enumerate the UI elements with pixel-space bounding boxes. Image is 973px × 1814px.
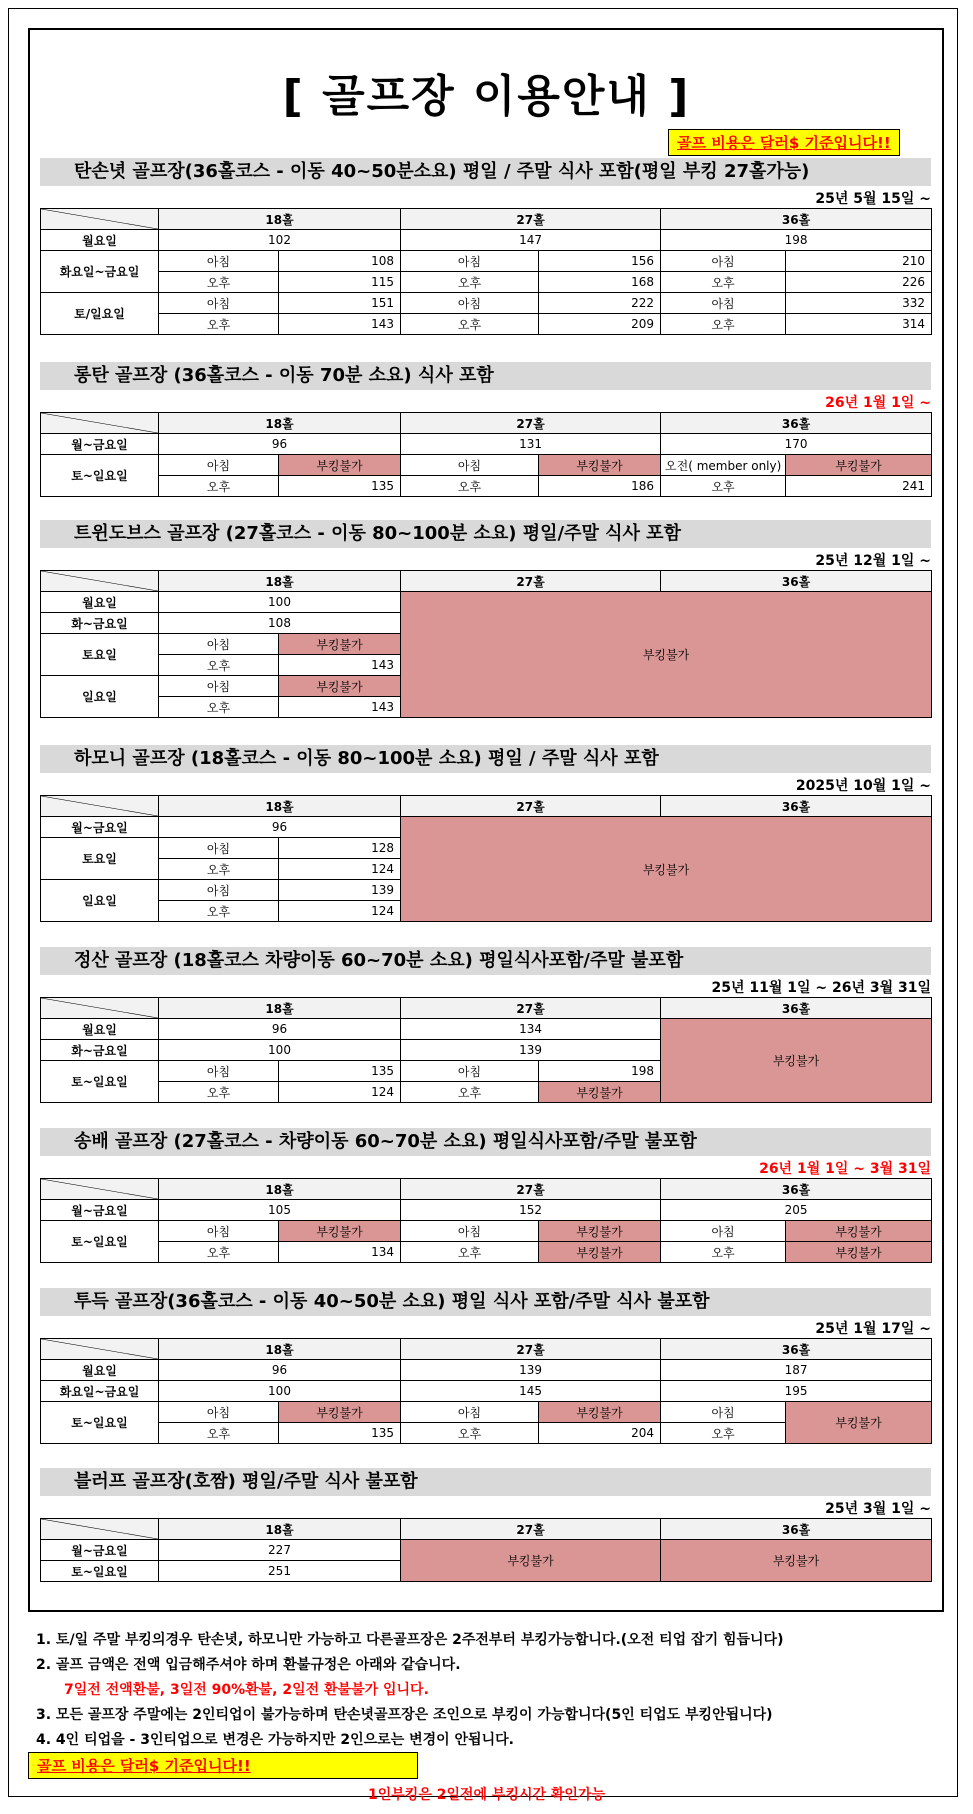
row-label: 월요일 bbox=[41, 230, 159, 251]
diagonal-header-cell bbox=[41, 413, 159, 434]
price-cell: 134 bbox=[401, 1019, 661, 1040]
price-cell: 251 bbox=[159, 1561, 401, 1582]
price-table-thuduc bbox=[40, 1338, 932, 1444]
header-27-holes: 27홀 bbox=[401, 1339, 661, 1360]
price-cell: 124 bbox=[279, 859, 401, 880]
price-cell: 134 bbox=[279, 1242, 401, 1263]
price-cell: 143 bbox=[279, 655, 401, 676]
time-label: 오후 bbox=[661, 1242, 786, 1263]
price-cell: 139 bbox=[401, 1040, 661, 1061]
section-date-thuduc: 25년 1월 17일 ~ bbox=[815, 1321, 931, 1337]
price-cell: 143 bbox=[279, 314, 401, 335]
section-title-jeongsan: 정산 골프장 (18홀코스 차량이동 60~70분 소요) 평일식사포함/주말 불포함 bbox=[40, 947, 931, 975]
row-label: 월요일 bbox=[41, 1360, 159, 1381]
time-label: 오후 bbox=[661, 272, 786, 293]
row-label: 토~일요일 bbox=[41, 1402, 159, 1444]
header-36-holes: 36홀 bbox=[661, 998, 932, 1019]
price-cell: 186 bbox=[539, 476, 661, 497]
time-label: 오후 bbox=[159, 901, 279, 922]
row-label: 화~금요일 bbox=[41, 613, 159, 634]
price-cell: 135 bbox=[279, 476, 401, 497]
row-label: 월요일 bbox=[41, 592, 159, 613]
time-label: 오후 bbox=[159, 314, 279, 335]
time-label: 오후 bbox=[159, 1242, 279, 1263]
row-label: 토/일요일 bbox=[41, 293, 159, 335]
row-label: 토~일요일 bbox=[41, 1061, 159, 1103]
header-18-holes: 18홀 bbox=[159, 1339, 401, 1360]
header-36-holes: 36홀 bbox=[661, 571, 932, 592]
time-label: 오후 bbox=[401, 314, 539, 335]
diagonal-header-cell bbox=[41, 571, 159, 592]
price-cell: 96 bbox=[159, 1360, 401, 1381]
price-cell: 124 bbox=[279, 1082, 401, 1103]
no-booking-cell: 부킹불가 bbox=[401, 1540, 661, 1582]
price-cell: 156 bbox=[539, 251, 661, 272]
no-booking-cell: 부킹불가 bbox=[539, 455, 661, 476]
price-cell: 96 bbox=[159, 1019, 401, 1040]
price-cell: 204 bbox=[539, 1423, 661, 1444]
row-label: 월요일 bbox=[41, 1019, 159, 1040]
section-title-harmony: 하모니 골프장 (18홀코스 - 이동 80~100분 소요) 평일 / 주말 식사 포함 bbox=[40, 745, 931, 773]
section-date-songbe: 26년 1월 1일 ~ 3월 31일 bbox=[759, 1161, 931, 1177]
time-label: 아침 bbox=[159, 880, 279, 901]
section-title-longthanh: 롱탄 골프장 (36홀코스 - 이동 70분 소요) 식사 포함 bbox=[40, 362, 931, 390]
time-label: 오전( member only) bbox=[661, 455, 786, 476]
price-cell: 187 bbox=[661, 1360, 932, 1381]
price-table-songbe bbox=[40, 1178, 932, 1263]
header-36-holes: 36홀 bbox=[661, 1519, 932, 1540]
time-label: 오후 bbox=[401, 1082, 539, 1103]
no-booking-cell: 부킹불가 bbox=[279, 676, 401, 697]
header-36-holes: 36홀 bbox=[661, 209, 932, 230]
price-cell: 128 bbox=[279, 838, 401, 859]
section-date-tansonnhat: 25년 5월 15일 ~ bbox=[815, 191, 931, 207]
section-title-twindoves: 트윈도브스 골프장 (27홀코스 - 이동 80~100분 소요) 평일/주말 식사 포함 bbox=[40, 520, 931, 548]
price-cell: 241 bbox=[786, 476, 932, 497]
section-title-bluff: 블러프 골프장(호짬) 평일/주말 식사 불포함 bbox=[40, 1468, 931, 1496]
time-label: 오후 bbox=[159, 1082, 279, 1103]
no-booking-cell: 부킹불가 bbox=[539, 1082, 661, 1103]
row-label: 토요일 bbox=[41, 634, 159, 676]
price-cell: 226 bbox=[786, 272, 932, 293]
row-label: 화요일~금요일 bbox=[41, 251, 159, 293]
price-cell: 96 bbox=[159, 817, 401, 838]
time-label: 아침 bbox=[401, 293, 539, 314]
row-label: 일요일 bbox=[41, 676, 159, 718]
row-label: 화요일~금요일 bbox=[41, 1381, 159, 1402]
price-cell: 124 bbox=[279, 901, 401, 922]
row-label: 월~금요일 bbox=[41, 817, 159, 838]
time-label: 오후 bbox=[401, 1242, 539, 1263]
section-title-songbe: 송배 골프장 (27홀코스 - 차량이동 60~70분 소요) 평일식사포함/주말 불포함 bbox=[40, 1128, 931, 1156]
no-booking-cell: 부킹불가 bbox=[279, 1221, 401, 1242]
note-line-4: 4. 4인 티업을 - 3인티업으로 변경은 가능하지만 2인으로는 변경이 안됩니다. bbox=[36, 1732, 514, 1748]
section-date-bluff: 25년 3월 1일 ~ bbox=[825, 1501, 931, 1517]
single-booking-note: 1인부킹은 2일전에 부킹시간 확인가능 bbox=[368, 1787, 605, 1803]
no-booking-cell: 부킹불가 bbox=[539, 1402, 661, 1423]
no-booking-cell: 부킹불가 bbox=[786, 1221, 932, 1242]
header-27-holes: 27홀 bbox=[401, 1519, 661, 1540]
price-cell: 100 bbox=[159, 592, 401, 613]
price-cell: 135 bbox=[279, 1061, 401, 1082]
price-table-bluff bbox=[40, 1518, 932, 1582]
price-cell: 198 bbox=[661, 230, 932, 251]
diagonal-header-cell bbox=[41, 796, 159, 817]
price-cell: 195 bbox=[661, 1381, 932, 1402]
currency-note-top: 골프 비용은 달러$ 기준입니다!! bbox=[668, 129, 900, 156]
time-label: 오후 bbox=[159, 1423, 279, 1444]
footer-notes bbox=[36, 1628, 936, 1753]
page-title: [ 골프장 이용안내 ] bbox=[282, 71, 691, 122]
price-cell: 170 bbox=[661, 434, 932, 455]
price-cell: 332 bbox=[786, 293, 932, 314]
section-date-longthanh: 26년 1월 1일 ~ bbox=[825, 395, 931, 411]
time-label: 아침 bbox=[401, 455, 539, 476]
time-label: 아침 bbox=[661, 1402, 786, 1423]
row-label: 토~일요일 bbox=[41, 455, 159, 497]
price-table-harmony bbox=[40, 795, 932, 922]
diagonal-header-cell bbox=[41, 1339, 159, 1360]
time-label: 아침 bbox=[661, 293, 786, 314]
header-36-holes: 36홀 bbox=[661, 796, 932, 817]
no-booking-cell: 부킹불가 bbox=[786, 1402, 932, 1444]
time-label: 오후 bbox=[401, 272, 539, 293]
currency-note-bottom: 골프 비용은 달러$ 기준입니다!! bbox=[28, 1752, 418, 1779]
price-cell: 222 bbox=[539, 293, 661, 314]
time-label: 오후 bbox=[661, 1423, 786, 1444]
diagonal-header-cell bbox=[41, 998, 159, 1019]
price-cell: 115 bbox=[279, 272, 401, 293]
price-cell: 100 bbox=[159, 1040, 401, 1061]
time-label: 오후 bbox=[159, 476, 279, 497]
price-cell: 145 bbox=[401, 1381, 661, 1402]
price-cell: 108 bbox=[279, 251, 401, 272]
no-booking-cell: 부킹불가 bbox=[401, 592, 932, 718]
time-label: 아침 bbox=[401, 251, 539, 272]
price-cell: 100 bbox=[159, 1381, 401, 1402]
section-title-thuduc: 투득 골프장(36홀코스 - 이동 40~50분 소요) 평일 식사 포함/주말 식사 불포함 bbox=[40, 1288, 931, 1316]
price-table-longthanh bbox=[40, 412, 932, 497]
header-36-holes: 36홀 bbox=[661, 1339, 932, 1360]
row-label: 토~일요일 bbox=[41, 1561, 159, 1582]
header-27-holes: 27홀 bbox=[401, 998, 661, 1019]
price-cell: 314 bbox=[786, 314, 932, 335]
price-cell: 143 bbox=[279, 697, 401, 718]
no-booking-cell: 부킹불가 bbox=[661, 1540, 932, 1582]
price-cell: 168 bbox=[539, 272, 661, 293]
header-18-holes: 18홀 bbox=[159, 209, 401, 230]
row-label: 화~금요일 bbox=[41, 1040, 159, 1061]
time-label: 아침 bbox=[401, 1402, 539, 1423]
diagonal-header-cell bbox=[41, 1519, 159, 1540]
price-cell: 198 bbox=[539, 1061, 661, 1082]
time-label: 오후 bbox=[159, 859, 279, 880]
price-cell: 139 bbox=[279, 880, 401, 901]
header-18-holes: 18홀 bbox=[159, 998, 401, 1019]
no-booking-cell: 부킹불가 bbox=[279, 1402, 401, 1423]
time-label: 아침 bbox=[159, 1221, 279, 1242]
price-cell: 210 bbox=[786, 251, 932, 272]
row-label: 토요일 bbox=[41, 838, 159, 880]
price-cell: 102 bbox=[159, 230, 401, 251]
header-27-holes: 27홀 bbox=[401, 413, 661, 434]
header-18-holes: 18홀 bbox=[159, 796, 401, 817]
diagonal-header-cell bbox=[41, 209, 159, 230]
row-label: 월~금요일 bbox=[41, 1540, 159, 1561]
price-cell: 147 bbox=[401, 230, 661, 251]
price-cell: 96 bbox=[159, 434, 401, 455]
price-cell: 139 bbox=[401, 1360, 661, 1381]
header-27-holes: 27홀 bbox=[401, 1179, 661, 1200]
note-line-2: 2. 골프 금액은 전액 입금해주셔야 하며 환불규정은 아래와 같습니다. bbox=[36, 1657, 461, 1673]
section-date-twindoves: 25년 12월 1일 ~ bbox=[815, 553, 931, 569]
no-booking-cell: 부킹불가 bbox=[401, 817, 932, 922]
header-18-holes: 18홀 bbox=[159, 413, 401, 434]
price-cell: 152 bbox=[401, 1200, 661, 1221]
header-18-holes: 18홀 bbox=[159, 1519, 401, 1540]
no-booking-cell: 부킹불가 bbox=[539, 1221, 661, 1242]
diagonal-header-cell bbox=[41, 1179, 159, 1200]
time-label: 아침 bbox=[159, 251, 279, 272]
time-label: 오후 bbox=[661, 476, 786, 497]
header-27-holes: 27홀 bbox=[401, 571, 661, 592]
time-label: 오후 bbox=[159, 697, 279, 718]
note-line-3: 3. 모든 골프장 주말에는 2인티업이 불가능하며 탄손녓골프장은 조인으로 부킹이 가능합니다(5인 티업도 부킹안됩니다) bbox=[36, 1707, 773, 1723]
header-27-holes: 27홀 bbox=[401, 209, 661, 230]
no-booking-cell: 부킹불가 bbox=[786, 1242, 932, 1263]
note-line-1: 1. 토/일 주말 부킹의경우 탄손녓, 하모니만 가능하고 다른골프장은 2주전부터 부킹가능합니다.(오전 티업 잡기 힘듭니다) bbox=[36, 1632, 784, 1648]
price-cell: 131 bbox=[401, 434, 661, 455]
row-label: 일요일 bbox=[41, 880, 159, 922]
time-label: 아침 bbox=[401, 1061, 539, 1082]
price-table-jeongsan bbox=[40, 997, 932, 1103]
section-date-jeongsan: 25년 11월 1일 ~ 26년 3월 31일 bbox=[711, 980, 931, 996]
no-booking-cell: 부킹불가 bbox=[279, 634, 401, 655]
header-18-holes: 18홀 bbox=[159, 571, 401, 592]
time-label: 아침 bbox=[159, 676, 279, 697]
header-27-holes: 27홀 bbox=[401, 796, 661, 817]
header-36-holes: 36홀 bbox=[661, 1179, 932, 1200]
time-label: 오후 bbox=[159, 655, 279, 676]
price-cell: 108 bbox=[159, 613, 401, 634]
time-label: 오후 bbox=[661, 314, 786, 335]
time-label: 아침 bbox=[159, 1061, 279, 1082]
price-cell: 227 bbox=[159, 1540, 401, 1561]
header-36-holes: 36홀 bbox=[661, 413, 932, 434]
time-label: 아침 bbox=[159, 838, 279, 859]
no-booking-cell: 부킹불가 bbox=[539, 1242, 661, 1263]
no-booking-cell: 부킹불가 bbox=[661, 1019, 932, 1103]
time-label: 아침 bbox=[661, 1221, 786, 1242]
price-cell: 209 bbox=[539, 314, 661, 335]
time-label: 아침 bbox=[159, 455, 279, 476]
time-label: 아침 bbox=[159, 293, 279, 314]
price-cell: 135 bbox=[279, 1423, 401, 1444]
refund-policy-note: 7일전 전액환불, 3일전 90%환불, 2일전 환불불가 입니다. bbox=[64, 1682, 429, 1698]
no-booking-cell: 부킹불가 bbox=[279, 455, 401, 476]
price-cell: 205 bbox=[661, 1200, 932, 1221]
time-label: 아침 bbox=[401, 1221, 539, 1242]
price-cell: 151 bbox=[279, 293, 401, 314]
time-label: 오후 bbox=[401, 476, 539, 497]
row-label: 월~금요일 bbox=[41, 434, 159, 455]
section-title-tansonnhat: 탄손녓 골프장(36홀코스 - 이동 40~50분소요) 평일 / 주말 식사 포함(평일 부킹 27홀가능) bbox=[40, 158, 931, 186]
price-table-tansonnhat bbox=[40, 208, 932, 335]
row-label: 월~금요일 bbox=[41, 1200, 159, 1221]
row-label: 토~일요일 bbox=[41, 1221, 159, 1263]
header-18-holes: 18홀 bbox=[159, 1179, 401, 1200]
time-label: 아침 bbox=[661, 251, 786, 272]
time-label: 아침 bbox=[159, 1402, 279, 1423]
price-cell: 105 bbox=[159, 1200, 401, 1221]
section-date-harmony: 2025년 10월 1일 ~ bbox=[795, 778, 931, 794]
time-label: 아침 bbox=[159, 634, 279, 655]
time-label: 오후 bbox=[401, 1423, 539, 1444]
price-table-twindoves bbox=[40, 570, 932, 718]
time-label: 오후 bbox=[159, 272, 279, 293]
no-booking-cell: 부킹불가 bbox=[786, 455, 932, 476]
